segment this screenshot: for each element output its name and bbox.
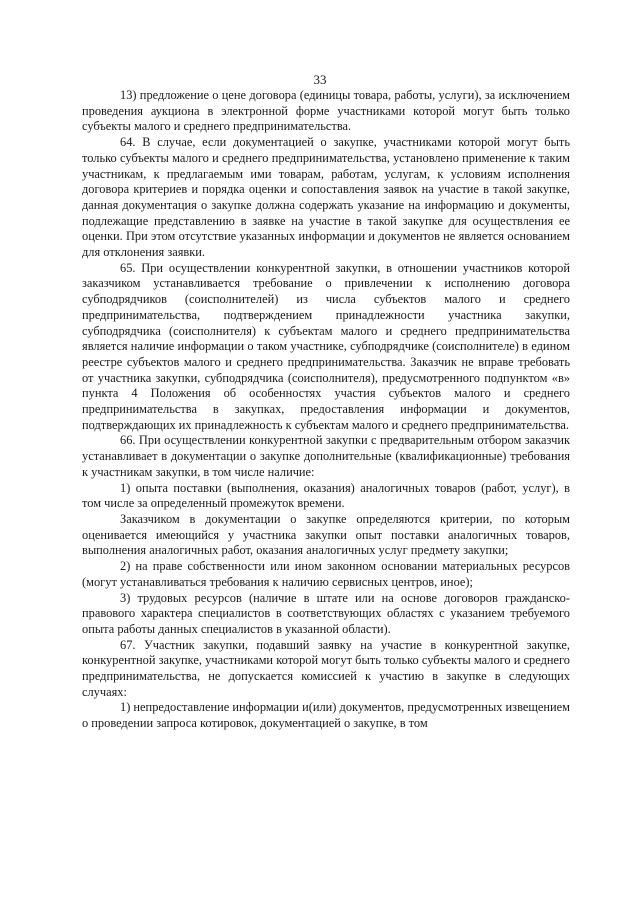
page-number: 33 <box>313 72 327 87</box>
paragraph-13: 13) предложение о цене договора (единицы товара, работы, услуги), за исключением проведения аукциона в электронной форме участниками которой могут быть только субъекты малого и среднего предпринимательства. <box>82 88 570 134</box>
paragraph-66-criteria: Заказчиком в документации о закупке определяются критерии, по которым оценивается имеющийся у участника закупки опыт поставки аналогичных товаров, выполнения аналогичных работ, оказания аналогичных услуг предмету закупки; <box>82 511 570 558</box>
paragraph-67-item-1: 1) непредоставление информации и(или) документов, предусмотренных извещением о проведении запроса котировок, документацией о закупке, в том <box>82 700 570 731</box>
paragraph-66-item-3: 3) трудовых ресурсов (наличие в штате или на основе договоров гражданско-правового характера специалистов в соответствующих областях с указанием требуемого опыта работы данных специалистов в указанной области). <box>82 590 570 636</box>
paragraph-66: 66. При осуществлении конкурентной закупки с предварительным отбором заказчик устанавливает в документации о закупке дополнительные (квалификационные) требования к участникам закупки, в том числе наличие: <box>82 433 570 479</box>
paragraph-66-item-1: 1) опыта поставки (выполнения, оказания) аналогичных товаров (работ, услуг), в том числе за определенный промежуток времени. <box>82 480 570 511</box>
paragraph-67: 67. Участник закупки, подавший заявку на участие в конкурентной закупке, конкурентной закупке, участниками которой могут быть только субъекты малого и среднего предпринимательства, не допускается комиссией к участию в закупке в следующих случаях: <box>82 637 570 699</box>
paragraph-64: 64. В случае, если документацией о закупке, участниками которой могут быть только субъекты малого и среднего предпринимательства, установлено применение к таким участникам, к предлагаемым ими товарам, работам, услугам, к условиям исполнения договора критериев и порядка оценки и сопоставления заявок на участие в такой закупке, данная документация о закупке должна содержать указание на информацию и документы, подлежащие представлению в заявке на участие в такой закупке для осуществления ее оценки. При этом отсутствие указанных информации и документов не является основанием для отклонения заявки. <box>82 135 570 260</box>
paragraph-66-item-2: 2) на праве собственности или ином законном основании материальных ресурсов (могут устанавливаться требования к наличию сервисных центров, иное); <box>82 559 570 589</box>
document-body <box>82 88 570 732</box>
paragraph-65: 65. При осуществлении конкурентной закупки, в отношении участников которой заказчиком устанавливается требование о привлечении к исполнению договора субподрядчиков (соисполнителей) из числа субъектов малого и среднего предпринимательства, подтверждением принадлежности участника закупки, субподрядчика (соисполнителя) к субъектам малого и среднего предпринимательства является наличие информации о таком участнике, субподрядчике (соисполнителе) в едином реестре субъектов малого и среднего предпринимательства. Заказчик не вправе требовать от участника закупки, субподрядчика (соисполнителя), предусмотренного подпунктом «в» пункта 4 Положения об особенностях участия субъектов малого и среднего предпринимательства в закупках, предоставления информации и документов, подтверждающих их принадлежность к субъектам малого и среднего предпринимательства. <box>82 260 570 432</box>
